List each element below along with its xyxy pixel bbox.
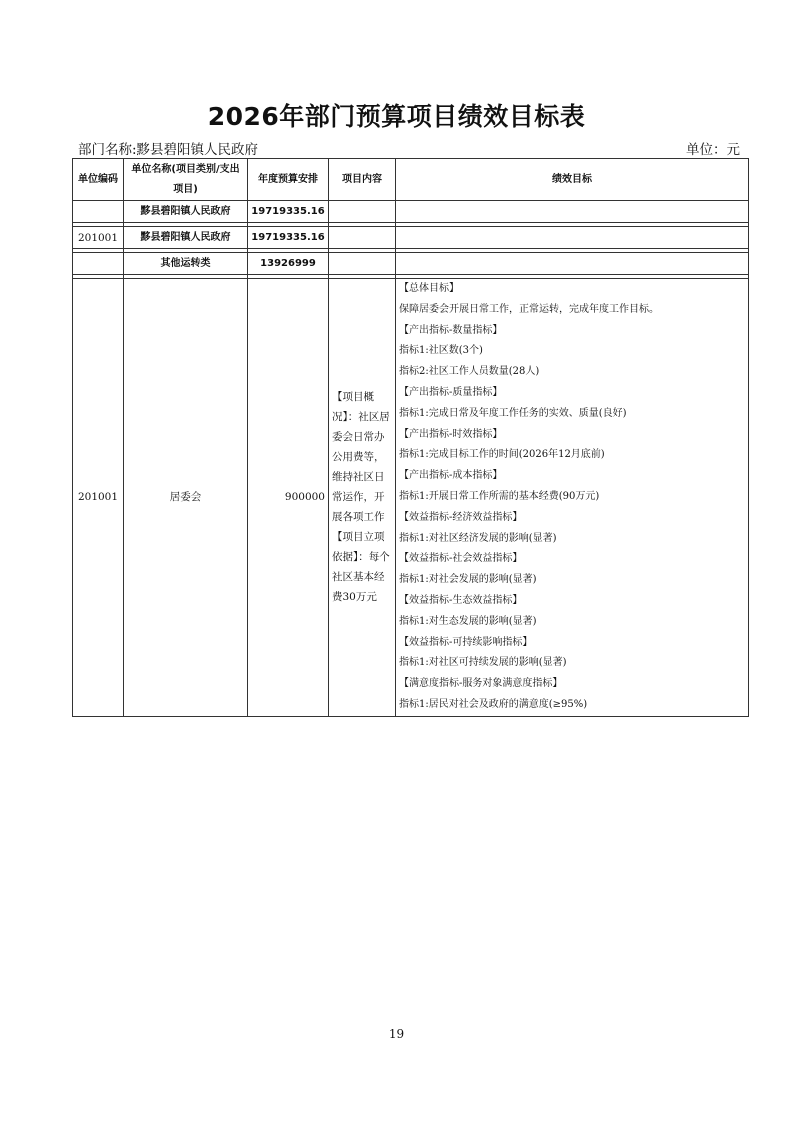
- unit-code: 201001: [73, 227, 124, 249]
- unit-code: [73, 253, 124, 275]
- performance-goal: [396, 253, 749, 275]
- summary-row: [73, 253, 749, 275]
- performance-goals: [396, 279, 749, 717]
- header-annual-budget: 年度预算安排: [248, 159, 329, 201]
- page-title: 2026年部门预算项目绩效目标表: [207, 102, 586, 131]
- goal-line: 【满意度指标-服务对象满意度指标】: [399, 678, 563, 690]
- header-unit-name: 单位名称(项目类别/支出项目): [124, 159, 248, 201]
- performance-goal: [396, 227, 749, 249]
- unit-name: 黟县碧阳镇人民政府: [124, 227, 248, 249]
- project-name: 居委会: [124, 279, 248, 717]
- budget-amount: 13926999: [248, 253, 329, 275]
- goal-line: 指标1:对社会发展的影响(显著): [399, 574, 537, 586]
- goal-line: 指标1:开展日常工作所需的基本经费(90万元): [399, 490, 600, 502]
- header-performance-goal: 绩效目标: [396, 159, 749, 201]
- goal-line: 指标1:对生态发展的影响(显著): [399, 615, 537, 627]
- goal-line: 指标2:社区工作人员数量(28人): [399, 366, 540, 378]
- budget-amount: 19719335.16: [248, 201, 329, 223]
- summary-row: [73, 227, 749, 249]
- unit-name: 其他运转类: [124, 253, 248, 275]
- goal-line: 【效益指标-生态效益指标】: [399, 594, 523, 606]
- project-content: 【项目概况】：社区居委会日常办公用费等，维持社区日常运作，开展各项工作【项目立项依据】：每个社区基本经费30万元: [329, 279, 396, 717]
- goal-line: 指标1:居民对社会及政府的满意度(≥95%): [399, 698, 588, 710]
- goal-line: 指标1:社区数(3个): [399, 345, 483, 357]
- project-content: [329, 253, 396, 275]
- unit-name: 黟县碧阳镇人民政府: [124, 201, 248, 223]
- goal-line: 指标1:完成目标工作的时间(2026年12月底前): [399, 449, 605, 461]
- goal-line: 保障居委会开展日常工作，正常运转，完成年度工作目标。: [399, 303, 659, 315]
- project-row: [73, 279, 749, 717]
- project-amount: 900000: [248, 279, 329, 717]
- goal-line: 【效益指标-可持续影响指标】: [399, 636, 533, 648]
- goal-line: 指标1:对社区可持续发展的影响(显著): [399, 657, 567, 669]
- goal-line: 【产出指标-成本指标】: [399, 470, 503, 482]
- header-row: [73, 159, 749, 201]
- goal-line: 【效益指标-社会效益指标】: [399, 553, 523, 565]
- goal-list: [399, 279, 745, 716]
- goal-line: 【效益指标-经济效益指标】: [399, 511, 523, 523]
- performance-goal: [396, 201, 749, 223]
- goal-line: 【产出指标-质量指标】: [399, 386, 503, 398]
- currency-unit: 单位：元: [686, 142, 740, 158]
- budget-amount: 19719335.16: [248, 227, 329, 249]
- department-name: 部门名称:黟县碧阳镇人民政府: [78, 142, 259, 158]
- header-project-content: 项目内容: [329, 159, 396, 201]
- goal-line: 【总体目标】: [399, 283, 459, 294]
- project-unit-code: 201001: [73, 279, 124, 717]
- goal-line: 指标1:完成日常及年度工作任务的实效、质量(良好): [399, 407, 627, 419]
- unit-code: [73, 201, 124, 223]
- summary-row: [73, 201, 749, 223]
- performance-table: [72, 158, 749, 717]
- goal-line: 【产出指标-时效指标】: [399, 428, 503, 440]
- goal-line: 【产出指标-数量指标】: [399, 324, 503, 336]
- header-unit-code: 单位编码: [73, 159, 124, 201]
- project-content: [329, 227, 396, 249]
- page-number: 19: [388, 1027, 405, 1041]
- project-content: [329, 201, 396, 223]
- goal-line: 指标1:对社区经济发展的影响(显著): [399, 532, 557, 544]
